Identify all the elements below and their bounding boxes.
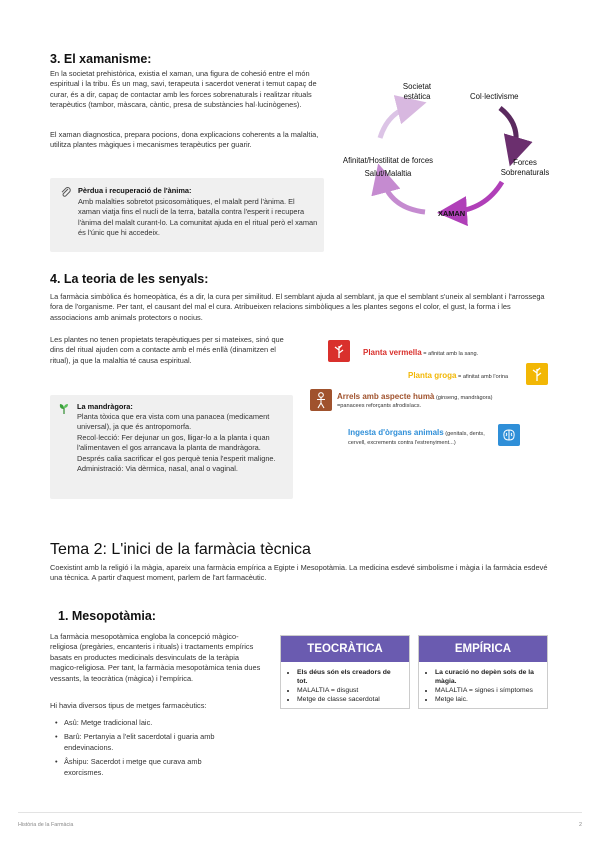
sprout-icon [58, 402, 70, 420]
label-afinitat: Afinitat/Hostilitat de forces Salut/Malaltia [342, 156, 434, 178]
arrow-top-right [500, 108, 516, 152]
footer-divider [18, 812, 582, 813]
yellow-plant-icon [526, 363, 548, 385]
list-item: • Asû: Metge tradicional laic. [55, 718, 230, 728]
arrow-bottom-right [452, 182, 502, 212]
xamanisme-paragraph-2: El xaman diagnostica, prepara pocions, dona explicacions coherents a la malaltia, utilitza plantes màgiques i mecanismes terapèutics per guarir. [50, 130, 319, 150]
xamanisme-paragraph-1: En la societat prehistòrica, existia el xaman, una figura de cohesió entre el món espiritual i la tribu. És un mag, savi, terapeuta i sacerdot venerat i temut capaç de curar, és a dir, capaç de contactar amb les forces sobrenaturals i realitzar rituals terapèutics (tambor, màscara, càntic, presa de substàncies hal·lucinògenes). [50, 69, 317, 110]
list-item: • MALALTIA = signes i símptomes [435, 686, 539, 695]
footer-title: Història de la Farmàcia [18, 822, 74, 828]
list-item: • Metge de classe sacerdotal [297, 695, 401, 704]
metges-list [55, 718, 230, 782]
senyals-paragraph-2: Les plantes no tenen propietats terapèutiques per si mateixes, sinó que dins del ritual ajuden com a contacte amb el més enllà (dinamitzen el ritual), ja que la malaltia té causa espiritual. [50, 335, 284, 365]
xamanisme-cycle-diagram [330, 70, 560, 230]
teocratica-header: TEOCRÀTICA [281, 636, 409, 662]
list-item: • Barû: Pertanyia a l'elit sacerdotal i guaria amb endevinacions. [55, 732, 230, 753]
empirica-list [419, 662, 547, 710]
list-item: • MALALTIA = disgust [297, 686, 401, 695]
label-collectivisme: Col·lectivisme [470, 92, 519, 101]
arrow-bottom-left [382, 178, 425, 212]
section-title-senyals: 4. La teoria de les senyals: [50, 272, 209, 286]
tema-paragraph: Coexistint amb la religió i la màgia, apareix una farmàcia empírica a Egipte i Mesopotàmia. La medicina esdevé simbolisme i màgia i la farmàcia esdevé una tècnica. A partir d'aquest moment, parlem de l'art farmacèutic. [50, 563, 548, 583]
mesopotamia-paragraph-2: Hi havia diversos tipus de metges farmacèutics: [50, 701, 207, 710]
mandragora-text: Planta tòxica que era vista com una panacea (medicament universal), ja que és antropomorfa. Recol·lecció: Fer dejunar un gos, lligar-lo a la planta i quan l'alimentaven el gos arrancava la planta de mandràgora. Després calia sacrificar el gos perquè tenia l'esperit maligne. Administració: Via dèrmica, nasal, anal o vaginal. [77, 412, 276, 474]
section-title-mesopotamia: 1. Mesopotàmia: [58, 609, 156, 623]
root-figure-icon [310, 389, 332, 411]
cycle-arrows [330, 70, 560, 230]
mesopotamia-paragraph-1: La farmàcia mesopotàmica engloba la concepció màgico-religiosa (pregàries, encanteris i rituals) i tractaments empírics basats en productes medicinals desvinculats de la teràpia magico-religiosa. Per tant, la farmàcia mesopotàmica tenia dues vessants, la teocràtica (màgica) i l'empírica. [50, 632, 261, 683]
senyals-paragraph-1: La farmàcia simbòlica és homeopàtica, és a dir, la cura per similitud. El semblant ajuda al semblant, ja que el semblant s'uneix al semblant i l'arrossega fora de l'organisme. Per tant, el causant del mal el cura. Atribueixen relacions simbòliques a les plantes segons el color, el gust, la forma i les associacions amb animals protectors o nocius. [50, 292, 545, 322]
label-societat: Societat estàtica [402, 82, 432, 101]
card-empirica [418, 635, 548, 709]
info-box-text: Amb malalties sobretot psicosomàtiques, el malalt perd l'ànima. El xaman viatja fins el nucli de la terra, batalla contra l'esperit i recupera l'ànima del malalt curant-lo. La comunitat ajuda en el ritual però el xaman és l'únic que hi accedeix. [78, 197, 318, 238]
brain-icon [498, 424, 520, 446]
list-item: • La curació no depèn sols de la màgia. [435, 668, 539, 686]
teocratica-list [281, 662, 409, 710]
list-item: • Els déus són els creadors de tot. [297, 668, 401, 686]
empirica-header: EMPÍRICA [419, 636, 547, 662]
label-forces: Forces Sobrenaturals [500, 158, 550, 177]
paperclip-icon [60, 186, 72, 204]
info-box-mandragora [50, 395, 293, 499]
red-plant-icon [328, 340, 350, 362]
label-xaman: XAMAN [438, 209, 466, 218]
info-box-title: Pèrdua i recuperació de l'ànima: [78, 186, 192, 195]
list-item: • Metge laic. [435, 695, 539, 704]
tema-title: Tema 2: L'inici de la farmàcia tècnica [50, 541, 311, 558]
mandragora-title: La mandràgora: [77, 402, 133, 411]
arrow-top-left [380, 106, 412, 138]
card-teocratica [280, 635, 410, 709]
section-title-xamanisme: 3. El xamanisme: [50, 52, 152, 66]
page-number: 2 [579, 822, 582, 828]
info-box-anima [50, 178, 324, 252]
list-item: • Âshipu: Sacerdot i metge que curava amb exorcismes. [55, 757, 230, 778]
